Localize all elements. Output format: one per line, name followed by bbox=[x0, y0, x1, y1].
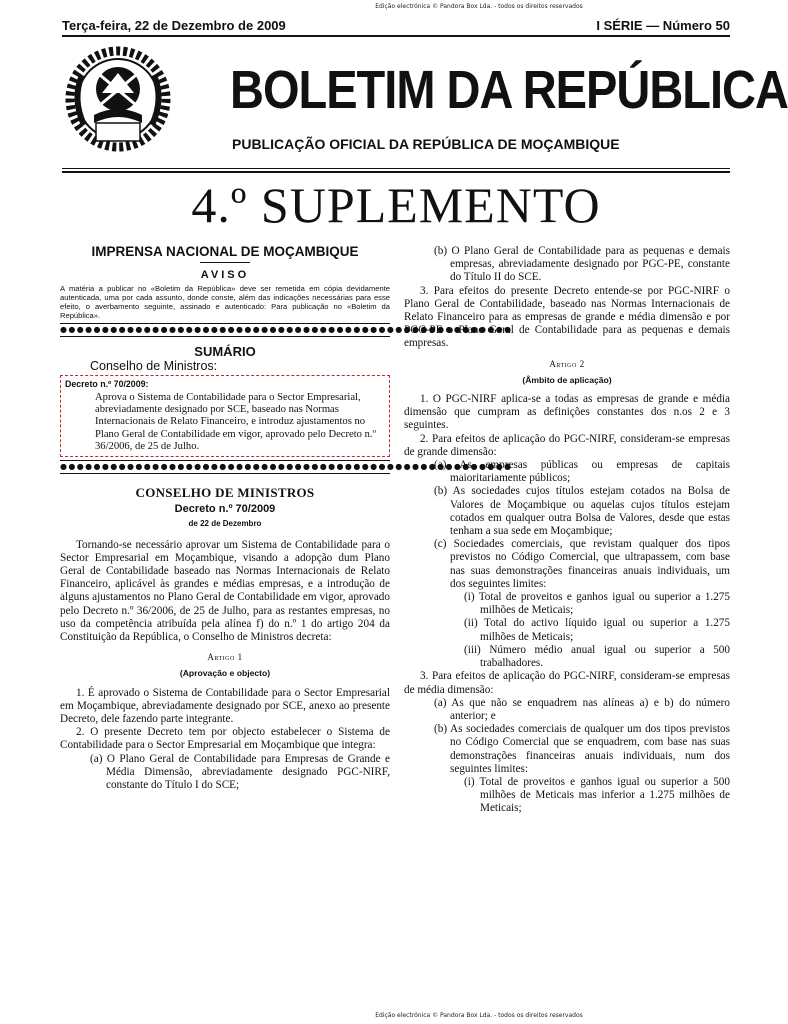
list-item: (b) O Plano Geral de Contabilidade para as pequenas e demais empresas, abreviadamente designado por PGC-PE, constante do Título II do SCE. bbox=[434, 245, 730, 284]
list-item: (a) O Plano Geral de Contabilidade para Empresas de Grande e Média Dimensão, abreviadamente designado PGC-NIRF, constante do Título I do SCE; bbox=[90, 752, 390, 792]
sub-list-item: (iii) Número médio anual igual ou superior a 500 trabalhadores. bbox=[464, 643, 730, 670]
artigo-2-paragraph: 3. Para efeitos de aplicação do PGC-NIRF, consideram-se empresas de média dimensão: bbox=[404, 670, 730, 696]
sub-list-item: (i) Total de proveitos e ganhos igual ou superior a 1.275 milhões de Meticais; bbox=[464, 591, 730, 617]
sub-list-item: (ii) Total do activo líquido igual ou superior a 1.275 milhões de Meticais; bbox=[464, 617, 730, 643]
dotted-separator: ●●●●●●●●●●●●●●●●●●●●●●●●●●●●●●●●●●●●●●●●●●●●●●●●●●●●●● bbox=[60, 460, 390, 474]
artigo-1-paragraph: 3. Para efeitos do presente Decreto entende-se por PGC-NIRF o Plano Geral de Contabilidade, baseado nas Normas Internacionais de Relato Financeiro para as empresas de grande e média dimensão e por PGC-PE o Plano Geral de Contabilidade para as pequenas e demais empresas. bbox=[404, 284, 730, 350]
sumario-entry[interactable] bbox=[60, 375, 390, 457]
issue-date: Terça-feira, 22 de Dezembro de 2009 bbox=[62, 18, 286, 33]
right-column bbox=[404, 245, 730, 816]
aviso-body: A matéria a publicar no «Boletim da República» deve ser remetida em cópia devidamente autenticada, uma por cada assunto, donde conste, além das indicações necessárias para esse efeito, o averbamento seguinte, assinado e autenticado: Para publicação no «Boletim da República». bbox=[60, 284, 390, 321]
sumario-organ: Conselho de Ministros: bbox=[90, 358, 218, 373]
list-item: (a) As que não se enquadrem nas alíneas a) e b) do número anterior; e bbox=[434, 696, 730, 722]
list-item: (b) As sociedades comerciais de qualquer um dos tipos previstos no Código Comercial que se enquadrem, com base nas suas demonstrações financeiras anuais individuais, num dos seguintes limites: bbox=[434, 723, 730, 775]
preamble-paragraph: Tornando-se necessário aprovar um Sistema de Contabilidade para o Sector Empresarial em Moçambique, visando a adopção dum Plano Geral de Contabilidade baseado nas Normas Internacionais de Relato Financeiro, aplicável às grandes e médias empresas, e a introdução de alguns ajustamentos no Plano Geral de Contabilidade em vigor, aprovado pelo Decreto n.º 36/2006, de 25 de Julho, para as restantes empresas, no uso da competência atribuída pela alínea f) do n.º 1 do artigo 204 da Constituição da República, o Conselho de Ministros decreta: bbox=[60, 538, 390, 644]
masthead-rule-top bbox=[62, 168, 730, 169]
artigo-2-subtitle: (Âmbito de aplicação) bbox=[522, 374, 612, 385]
artigo-1-subtitle: (Aprovação e objecto) bbox=[179, 668, 271, 679]
left-column bbox=[60, 244, 513, 792]
list-item: (b) As sociedades cujos títulos estejam cotados na Bolsa de Valores de Moçambique ou aquelas cujos títulos estejam cotados em qualquer outra Bolsa de Valores, desde que estas tenham a sua sede em Moçambique; bbox=[434, 485, 730, 538]
masthead-subtitle: PUBLICAÇÃO OFICIAL DA REPÚBLICA DE MOÇAMBIQUE bbox=[232, 136, 620, 152]
artigo-1-paragraph: 2. O presente Decreto tem por objecto estabelecer o Sistema de Contabilidade para o Sector Empresarial em Moçambique que integra: bbox=[60, 726, 390, 752]
issue-series: I SÉRIE — Número 50 bbox=[596, 18, 730, 33]
sumario-decreto-link[interactable]: Decreto n.º 70/2009: bbox=[65, 378, 149, 389]
aviso-title: AVISO bbox=[200, 269, 250, 282]
imprensa-heading: IMPRENSA NACIONAL DE MOÇAMBIQUE bbox=[91, 244, 359, 259]
dotted-separator: ●●●●●●●●●●●●●●●●●●●●●●●●●●●●●●●●●●●●●●●●●●●●●●●●●●●●●● bbox=[60, 323, 390, 337]
list-item: (a) As empresas públicas ou empresas de capitais maioritariamente públicos; bbox=[434, 459, 730, 485]
artigo-2-paragraph: 1. O PGC-NIRF aplica-se a todas as empresas de grande e média dimensão que cumpram as definições constantes dos n.os 2 e 3 seguintes. bbox=[404, 393, 730, 432]
artigo-1-paragraph: 1. É aprovado o Sistema de Contabilidade para o Sector Empresarial em Moçambique, abreviadamente designado por SCE, anexo ao presente Decreto, dele fazendo parte integrante. bbox=[60, 686, 390, 726]
decreto-date: de 22 de Dezembro bbox=[188, 519, 262, 529]
short-divider bbox=[200, 262, 250, 263]
sub-list-item: (i) Total de proveitos e ganhos igual ou superior a 500 milhões de Meticais mas inferior a 1.275 milhões de Meticais; bbox=[464, 775, 730, 815]
section-heading-conselho: CONSELHO DE MINISTROS bbox=[135, 485, 315, 501]
coat-of-arms-emblem bbox=[62, 45, 174, 157]
artigo-2-heading: Artigo 2 bbox=[549, 358, 585, 369]
decreto-number: Decreto n.º 70/2009 bbox=[174, 503, 276, 516]
list-item: (c) Sociedades comerciais, que revistam qualquer dos tipos previstos no Código Comercial, que ultrapassem, com base nas suas demonstrações financeiras anuais individuais, um dos seguintes limites: bbox=[434, 538, 730, 590]
artigo-1-heading: Artigo 1 bbox=[207, 652, 243, 663]
issue-header bbox=[62, 18, 730, 37]
artigo-2-paragraph: 2. Para efeitos de aplicação do PGC-NIRF, consideram-se empresas de grande dimensão: bbox=[404, 432, 730, 458]
sumario-title: SUMÁRIO bbox=[194, 344, 256, 360]
sumario-description: Aprova o Sistema de Contabilidade para o Sector Empresarial, abreviadamente designado por SCE, baseado nas Normas Internacionais de Relato Financeiro, e introduz ajustamentos no Plano Geral de Contabilidade em vigor, aprovado pelo Decreto n.º 36/2006, de 25 de Julho. bbox=[95, 392, 376, 452]
edition-note-bottom: Edição electrónica © Pandora Box Lda. - todos os direitos reservados bbox=[375, 1012, 583, 1019]
supplement-title: 4.º SUPLEMENTO bbox=[191, 177, 601, 233]
edition-note-top: Edição electrónica © Pandora Box Lda. - todos os direitos reservados bbox=[375, 3, 583, 10]
masthead-title: BOLETIM DA REPÚBLICA bbox=[230, 58, 788, 120]
masthead-rule-bottom bbox=[62, 171, 730, 173]
emblem-icon bbox=[62, 45, 174, 157]
